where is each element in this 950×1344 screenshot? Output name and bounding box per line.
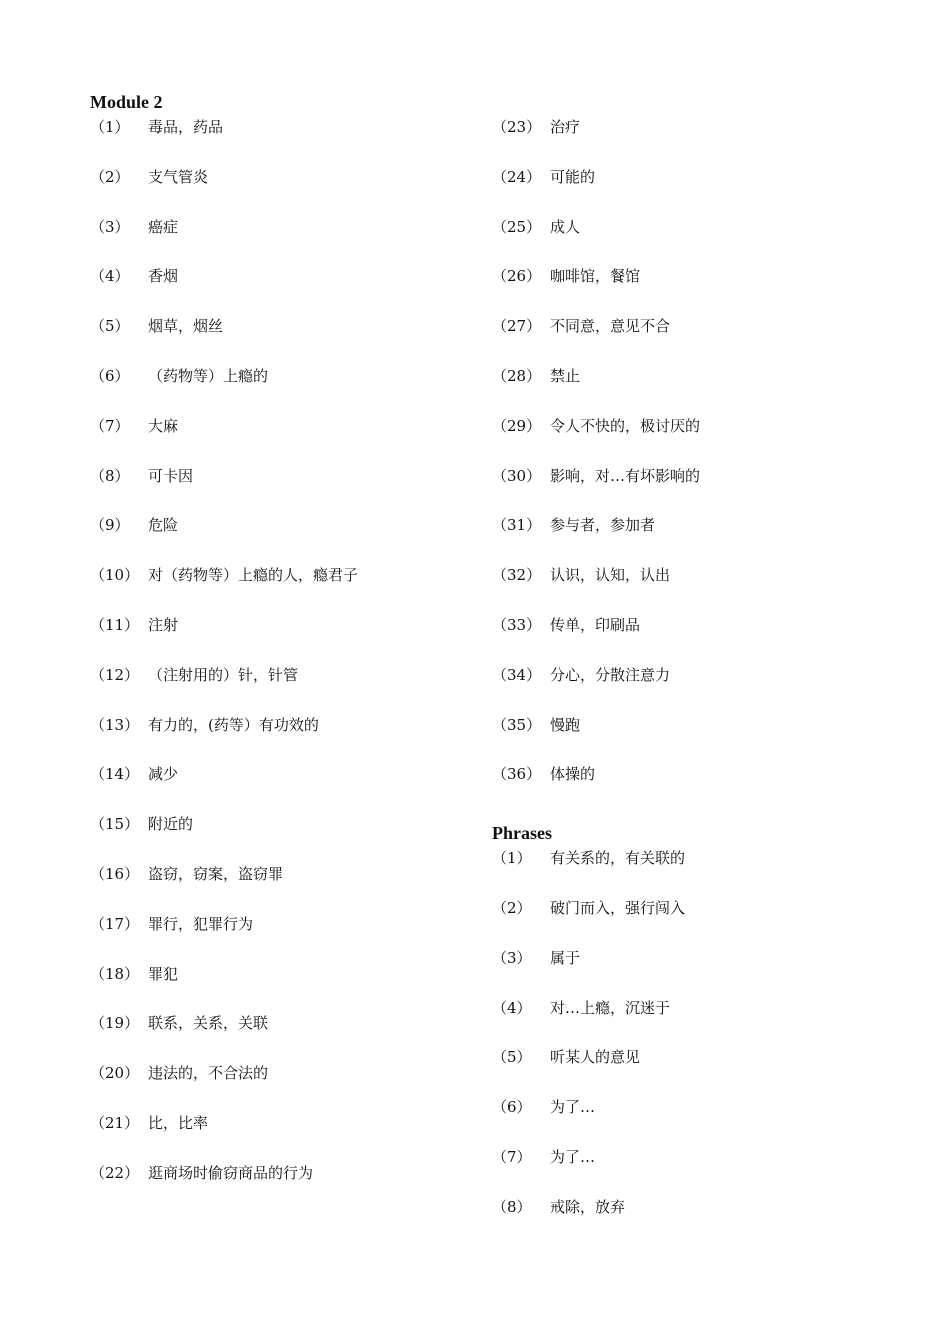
word-meaning: 大麻 (148, 416, 179, 435)
word-number: （24） (492, 167, 542, 186)
word-item (90, 612, 480, 662)
word-number: （13） (90, 715, 140, 734)
word-item (90, 463, 480, 513)
word-list-right (492, 114, 912, 811)
phrase-number: （8） (492, 1197, 532, 1216)
word-number: （6） (90, 366, 130, 385)
word-number: （25） (492, 217, 542, 236)
phrase-number: （6） (492, 1098, 532, 1117)
word-meaning: 联系，关系，关联 (148, 1014, 269, 1033)
word-item (90, 662, 480, 712)
phrase-meaning: 为了… (550, 1098, 596, 1117)
word-meaning: 支气管炎 (148, 167, 209, 186)
word-meaning: 危险 (148, 516, 179, 535)
phrase-number: （4） (492, 998, 532, 1017)
word-number: （21） (90, 1113, 140, 1132)
word-number: （9） (90, 516, 130, 535)
phrase-number: （2） (492, 898, 532, 917)
word-item (90, 263, 480, 313)
word-list-left (90, 114, 480, 1210)
phrase-item (492, 1094, 912, 1144)
word-meaning: 参与者，参加者 (550, 516, 656, 535)
phrase-meaning: 为了… (550, 1147, 596, 1166)
word-meaning: 注射 (148, 615, 179, 634)
phrase-number: （5） (492, 1048, 532, 1067)
word-meaning: 可卡因 (148, 466, 194, 485)
word-number: （7） (90, 416, 130, 435)
word-item (90, 214, 480, 264)
word-meaning: 癌症 (148, 217, 179, 236)
word-number: （5） (90, 317, 130, 336)
module-title: Module 2 (90, 92, 163, 112)
word-meaning: 香烟 (148, 267, 179, 286)
word-item (492, 463, 912, 513)
word-meaning: 令人不快的，极讨厌的 (550, 416, 701, 435)
word-meaning: 治疗 (550, 118, 581, 136)
phrase-item (492, 945, 912, 995)
word-item (492, 662, 912, 712)
word-number: （32） (492, 566, 542, 585)
phrase-number: （7） (492, 1147, 532, 1166)
word-meaning: 毒品，药品 (148, 118, 224, 136)
word-number: （8） (90, 466, 130, 485)
word-item (492, 612, 912, 662)
word-item (90, 1110, 480, 1160)
word-number: （31） (492, 516, 542, 535)
phrase-meaning: 破门而入，强行闯入 (550, 898, 686, 917)
word-number: （29） (492, 416, 542, 435)
word-item (492, 363, 912, 413)
word-meaning: 减少 (148, 765, 179, 784)
word-number: （22） (90, 1163, 140, 1182)
word-item (90, 164, 480, 214)
word-meaning: 盗窃，窃案，盗窃罪 (148, 864, 284, 883)
word-meaning: 禁止 (550, 366, 581, 385)
word-meaning: 附近的 (148, 815, 194, 834)
word-item (492, 263, 912, 313)
word-item (492, 562, 912, 612)
word-item (90, 911, 480, 961)
word-item (90, 363, 480, 413)
phrase-number: （1） (492, 849, 532, 868)
word-item (90, 761, 480, 811)
word-item (90, 1160, 480, 1210)
word-meaning: （注射用的）针，针管 (148, 665, 299, 684)
word-number: （4） (90, 267, 130, 286)
word-number: （33） (492, 615, 542, 634)
word-number: （10） (90, 566, 140, 585)
word-number: （26） (492, 267, 542, 286)
word-item (90, 512, 480, 562)
word-item (492, 761, 912, 811)
word-meaning: 烟草，烟丝 (148, 317, 224, 336)
word-number: （11） (90, 615, 140, 634)
phrase-list (492, 845, 912, 1243)
word-number: （20） (90, 1064, 140, 1083)
word-meaning: 违法的，不合法的 (148, 1064, 269, 1083)
word-meaning: （药物等）上瘾的 (148, 366, 269, 385)
word-item (492, 512, 912, 562)
word-item (90, 114, 480, 164)
word-meaning: 体操的 (550, 765, 596, 784)
word-number: （14） (90, 765, 140, 784)
word-meaning: 罪行，犯罪行为 (148, 914, 254, 933)
word-item (90, 961, 480, 1011)
word-meaning: 有力的，(药等）有功效的 (148, 715, 319, 734)
word-meaning: 逛商场时偷窃商品的行为 (148, 1163, 314, 1182)
word-number: （34） (492, 665, 542, 684)
word-number: （2） (90, 167, 130, 186)
word-number: （36） (492, 765, 542, 784)
word-meaning: 传单，印刷品 (550, 615, 641, 634)
word-number: （27） (492, 317, 542, 336)
phrase-item (492, 845, 912, 895)
word-number: （15） (90, 815, 140, 834)
left-column (90, 90, 480, 1210)
word-meaning: 影响，对…有坏影响的 (550, 466, 701, 485)
phrase-meaning: 有关系的，有关联的 (550, 849, 686, 868)
word-item (90, 712, 480, 762)
word-number: （1） (90, 118, 130, 136)
word-item (492, 712, 912, 762)
word-number: （30） (492, 466, 542, 485)
word-item (492, 114, 912, 164)
word-meaning: 分心，分散注意力 (550, 665, 671, 684)
phrase-meaning: 属于 (550, 948, 581, 967)
phrase-item (492, 1044, 912, 1094)
word-meaning: 可能的 (550, 167, 596, 186)
word-item (90, 861, 480, 911)
heading-spacer (492, 90, 912, 114)
word-item (90, 811, 480, 861)
word-number: （19） (90, 1014, 140, 1033)
phrase-number: （3） (492, 948, 532, 967)
word-item (90, 562, 480, 612)
word-number: （18） (90, 964, 140, 983)
word-number: （28） (492, 366, 542, 385)
word-number: （35） (492, 715, 542, 734)
word-item (90, 413, 480, 463)
word-item (90, 313, 480, 363)
word-meaning: 比，比率 (148, 1113, 209, 1132)
phrase-item (492, 1194, 912, 1244)
right-column (492, 90, 912, 1244)
word-meaning: 成人 (550, 217, 581, 236)
phrases-title: Phrases (492, 823, 552, 844)
phrase-meaning: 戒除，放弃 (550, 1197, 626, 1216)
word-item (492, 214, 912, 264)
phrase-item (492, 995, 912, 1045)
word-meaning: 咖啡馆，餐馆 (550, 267, 641, 286)
word-meaning: 慢跑 (550, 715, 581, 734)
word-item (492, 164, 912, 214)
word-number: （23） (492, 118, 542, 136)
word-number: （17） (90, 914, 140, 933)
phrase-item (492, 1144, 912, 1194)
word-number: （12） (90, 665, 140, 684)
word-number: （3） (90, 217, 130, 236)
phrase-meaning: 对…上瘾，沉迷于 (550, 998, 671, 1017)
word-item (492, 413, 912, 463)
section-spacer (492, 811, 912, 821)
word-meaning: 不同意，意见不合 (550, 317, 671, 336)
phrase-meaning: 听某人的意见 (550, 1048, 641, 1067)
word-item (90, 1060, 480, 1110)
word-meaning: 对（药物等）上瘾的人，瘾君子 (148, 566, 359, 585)
word-number: （16） (90, 864, 140, 883)
word-item (492, 313, 912, 363)
word-meaning: 认识，认知，认出 (550, 566, 671, 585)
word-meaning: 罪犯 (148, 964, 179, 983)
word-item (90, 1010, 480, 1060)
phrase-item (492, 895, 912, 945)
